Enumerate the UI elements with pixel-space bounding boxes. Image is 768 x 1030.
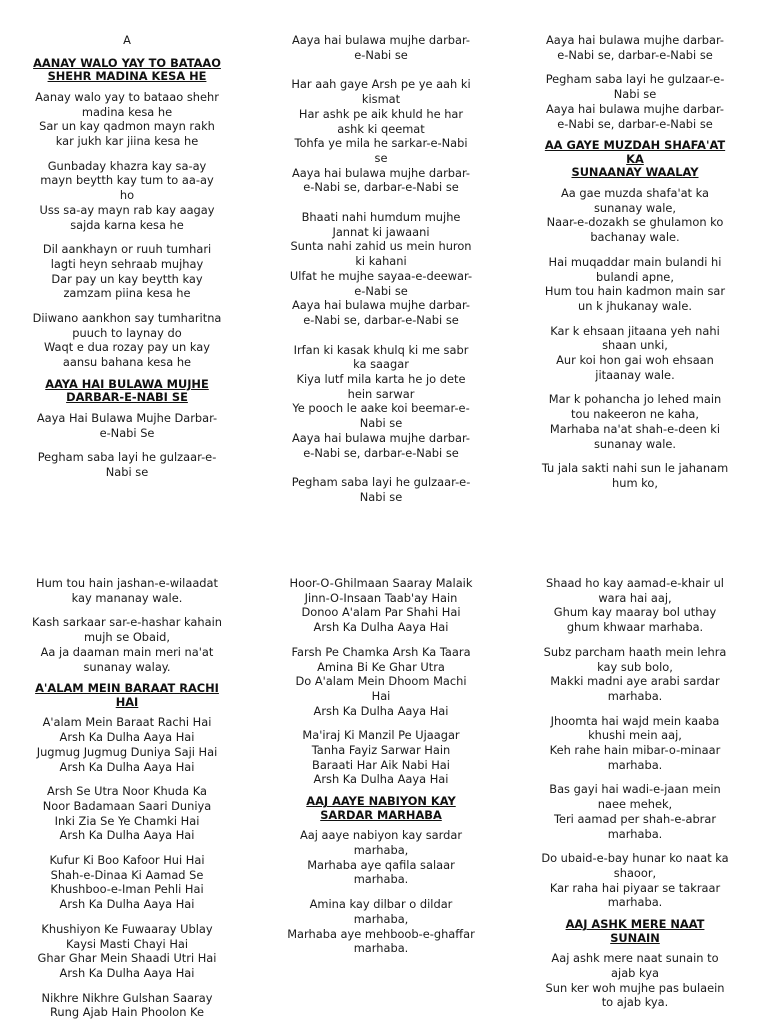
verse-line: marhaba.: [607, 757, 663, 772]
verse-line: Diiwano aankhon say tumharitna: [32, 311, 222, 326]
verse-line: Arsh Ka Dulha Aaya Hai: [59, 730, 195, 745]
poem-title-line: SHEHR MADINA KESA HE: [47, 69, 207, 84]
verse-stanza: [32, 576, 222, 605]
verse-stanza: [32, 991, 222, 1020]
verse-line: Amina kay dilbar o dildar: [309, 897, 453, 912]
verse-line: Hum tou hain kadmon main sar: [544, 284, 726, 299]
verse-line: Ghum kay maaray bol uthay: [553, 605, 717, 620]
verse-line: Khushiyon Ke Fuwaaray Ublay: [41, 921, 213, 936]
verse-stanza: [32, 90, 222, 149]
verse-line: naee mehek,: [597, 797, 673, 812]
verse-line: sunanay wale,: [593, 200, 676, 215]
verse-line: Hum tou hain jashan-e-wilaadat: [36, 576, 218, 590]
verse-line: Sar un kay qadmon mayn rakh: [39, 119, 215, 134]
verse-stanza: [32, 242, 222, 301]
verse-line: Kufur Ki Boo Kafoor Hui Hai: [49, 853, 205, 868]
verse-line: Ulfat he mujhe sayaa-e-deewar-: [289, 268, 473, 283]
verse-line: Aaya hai bulawa mujhe darbar-: [545, 33, 725, 47]
verse-line: hein sarwar: [347, 386, 415, 401]
verse-line: Mar k pohancha jo lehed main: [548, 392, 722, 407]
verse-stanza: [286, 645, 476, 719]
verse-line: Dar pay un kay beytth kay: [51, 271, 203, 286]
verse-stanza: [32, 715, 222, 774]
verse-line: e-Nabi Se: [99, 425, 155, 440]
verse-line: Kiya lutf mila karta he jo dete: [296, 372, 466, 387]
verse-line: Shah-e-Dinaa Ki Aamad Se: [50, 867, 204, 882]
verse-line: wara hai aaj,: [598, 590, 672, 605]
poem-title-line: SARDAR MARHABA: [320, 807, 442, 822]
verse-line: Noor Badamaan Saari Duniya: [42, 798, 212, 813]
poem-title: [286, 795, 476, 822]
verse-line: Aa ja daaman main meri na'at: [40, 644, 214, 659]
verse-line: Aaya Hai Bulawa Mujhe Darbar-: [36, 411, 218, 426]
verse-stanza: [32, 922, 222, 981]
verse-line: Pegham saba layi he gulzaar-e-: [545, 72, 725, 87]
verse-line: Dil aankhayn or ruuh tumhari: [42, 242, 212, 257]
verse-line: marhaba.: [353, 872, 409, 887]
verse-line: Aanay walo yay to bataao shehr: [35, 89, 219, 104]
poem-title-line: AAJ AAYE NABIYON KAY: [306, 794, 456, 809]
verse-line: kismat: [361, 92, 401, 107]
verse-line: mayn beytth kay tum to aa-ay: [40, 173, 214, 188]
verse-line: e-Nabi se: [354, 47, 408, 62]
poem-title-line: A'ALAM MEIN BARAAT RACHI: [35, 681, 219, 696]
verse-line: Nabi se: [359, 489, 403, 504]
verse-line: aansu bahana kesa he: [62, 355, 192, 370]
verse-line: Aaj aaye nabiyon kay sardar: [299, 828, 463, 843]
verse-line: Hai muqaddar main bulandi hi: [548, 254, 722, 269]
verse-stanza: [32, 411, 222, 440]
verse-line: to ajab kya.: [601, 995, 669, 1010]
verse-line: Marhaba aye qafila salaar: [307, 857, 455, 872]
verse-line: Kash sarkaar sar-e-hashar kahain: [32, 615, 222, 630]
verse-line: Aa gae muzda shafa'at ka: [560, 186, 710, 200]
verse-line: Irfan ki kasak khulq ki me sabr: [293, 342, 469, 357]
verse-line: Nikhre Nikhre Gulshan Saaray: [41, 990, 213, 1005]
verse-line: Ma'iraj Ki Manzil Pe Ujaagar: [302, 728, 460, 743]
verse-line: Jinn-O-Insaan Taab'ay Hain: [304, 590, 458, 605]
column-2-top: [286, 33, 476, 520]
poem-title: [540, 139, 730, 180]
verse-stanza: [286, 576, 476, 635]
verse-stanza: [540, 461, 730, 490]
verse-stanza: [32, 450, 222, 479]
verse-line: Amina Bi Ke Ghar Utra: [317, 659, 445, 674]
verse-line: Ye pooch le aake koi beemar-e-: [292, 401, 470, 416]
verse-line: Aaya hai bulawa mujhe darbar-: [291, 430, 471, 445]
verse-line: Pegham saba layi he gulzaar-e-: [37, 450, 217, 465]
poem-title: [540, 918, 730, 945]
verse-line: Do ubaid-e-bay hunar ko naat ka: [541, 851, 729, 866]
verse-stanza: [540, 714, 730, 773]
verse-line: Har ashk pe aik khuld he har: [298, 106, 464, 121]
poem-title-line: HAI: [115, 694, 139, 709]
verse-line: Ghar Ghar Mein Shaadi Utri Hai: [37, 951, 217, 966]
poem-title: [32, 57, 222, 84]
verse-line: Jannat ki jawaani: [332, 224, 430, 239]
verse-line: Arsh Ka Dulha Aaya Hai: [59, 897, 195, 912]
verse-line: Gunbaday khazra kay sa-ay: [47, 158, 207, 173]
verse-line: Uss sa-ay mayn rab kay aagay: [39, 202, 215, 217]
verse-line: Shaad ho kay aamad-e-khair ul: [546, 576, 724, 590]
verse-line: bulandi apne,: [596, 269, 674, 284]
verse-line: Arsh Ka Dulha Aaya Hai: [59, 965, 195, 980]
verse-stanza: [286, 77, 476, 195]
verse-line: marhaba,: [353, 911, 409, 926]
column-2-bottom: [286, 576, 476, 966]
verse-line: marhaba.: [607, 688, 663, 703]
verse-line: zamzam piina kesa he: [63, 286, 191, 301]
verse-line: Waqt e dua rozay pay un kay: [44, 340, 210, 355]
verse-stanza: [286, 897, 476, 956]
verse-stanza: [286, 475, 476, 504]
verse-line: Aur koi hon gai woh ehsaan: [556, 353, 714, 368]
verse-stanza: [32, 853, 222, 912]
poem-title-line: AAJ ASHK MERE NAAT SUNAIN: [565, 917, 705, 945]
verse-stanza: [540, 392, 730, 451]
verse-stanza: [540, 324, 730, 383]
verse-line: Aaya hai bulawa mujhe darbar-: [291, 33, 471, 47]
verse-line: mujh se Obaid,: [83, 630, 171, 645]
verse-line: Naar-e-dozakh se ghulamon ko: [546, 215, 724, 230]
verse-line: Tohfa ye mila he sarkar-e-Nabi: [294, 136, 468, 151]
verse-stanza: [286, 33, 476, 62]
column-1-top: [32, 33, 222, 490]
verse-line: Do A'alam Mein Dhoom Machi: [295, 674, 467, 689]
verse-line: madina kesa he: [81, 104, 173, 119]
verse-line: jitaanay wale.: [595, 367, 675, 382]
verse-line: Aaya hai bulawa mujhe darbar-: [545, 101, 725, 116]
verse-stanza: [32, 159, 222, 233]
verse-line: Kar k ehsaan jitaana yeh nahi: [550, 323, 720, 338]
verse-stanza: [286, 828, 476, 887]
verse-stanza: [286, 210, 476, 328]
verse-line: Aaya hai bulawa mujhe darbar-: [291, 165, 471, 180]
verse-line: e-Nabi se, darbar-e-Nabi se: [303, 312, 459, 327]
verse-line: Kaysi Masti Chayi Hai: [65, 936, 189, 951]
verse-line: e-Nabi se: [354, 283, 408, 298]
verse-line: kar jukh kar jiina kesa he: [55, 134, 199, 148]
verse-line: Arsh Ka Dulha Aaya Hai: [313, 703, 449, 718]
verse-line: ki kahani: [355, 254, 407, 269]
verse-line: marhaba.: [353, 941, 409, 956]
verse-line: Nabi se: [105, 465, 149, 480]
poem-title: [32, 378, 222, 405]
verse-stanza: [540, 851, 730, 910]
verse-line: Teri aamad per shah-e-abrar: [553, 811, 717, 826]
verse-stanza: [540, 33, 730, 62]
verse-stanza: [540, 255, 730, 314]
verse-line: Makki madni aye arabi sardar: [550, 674, 720, 689]
verse-line: bachanay wale.: [590, 230, 680, 245]
verse-line: khushi mein aaj,: [588, 728, 682, 743]
verse-line: sunanay wale.: [593, 436, 676, 451]
verse-line: Sunta nahi zahid us mein huron: [290, 239, 472, 254]
verse-line: ajab kya: [611, 965, 659, 980]
verse-line: un k jhukanay wale.: [578, 298, 692, 313]
verse-line: marhaba,: [353, 843, 409, 858]
verse-line: Tu jala sakti nahi sun le jahanam: [541, 461, 729, 476]
verse-line: lagti heyn sehraab mujhay: [50, 256, 204, 271]
verse-line: Hai: [371, 688, 391, 703]
verse-line: puuch to laynay do: [72, 325, 182, 340]
verse-line: ashk ki qeemat: [337, 121, 425, 136]
poem-title: [32, 682, 222, 709]
verse-stanza: [32, 784, 222, 843]
verse-line: ho: [119, 188, 135, 203]
verse-line: Aaj ashk mere naat sunain to: [551, 951, 719, 966]
verse-stanza: [286, 343, 476, 461]
verse-line: Kar raha hai piyaar se takraar: [549, 880, 721, 895]
verse-stanza: [540, 951, 730, 1010]
column-3-bottom: [540, 576, 730, 1020]
section-letter: A: [123, 33, 131, 47]
verse-line: Rung Ajab Hain Phoolon Ke: [50, 1005, 204, 1020]
verse-line: ka saagar: [353, 357, 409, 372]
verse-line: Sun ker woh mujhe pas bulaein: [545, 980, 725, 995]
verse-stanza: [32, 615, 222, 674]
verse-line: A'alam Mein Baraat Rachi Hai: [42, 715, 212, 730]
verse-line: shaoor,: [613, 865, 657, 880]
verse-line: Arsh Se Utra Noor Khuda Ka: [47, 784, 207, 799]
verse-line: sajda karna kesa he: [70, 217, 184, 232]
verse-line: ghum khwaar marhaba.: [566, 620, 704, 635]
verse-line: Bas gayi hai wadi-e-jaan mein: [549, 782, 721, 797]
verse-stanza: [286, 728, 476, 787]
verse-line: marhaba.: [607, 826, 663, 841]
verse-line: Khushboo-e-Iman Pehli Hai: [50, 882, 204, 897]
verse-line: Donoo A'alam Par Shahi Hai: [301, 605, 461, 620]
verse-stanza: [540, 576, 730, 635]
verse-line: se: [374, 150, 388, 165]
verse-line: Aaya hai bulawa mujhe darbar-: [291, 298, 471, 313]
poem-title-line: AAYA HAI BULAWA MUJHE: [45, 376, 209, 391]
verse-line: Hoor-O-Ghilmaan Saaray Malaik: [289, 576, 473, 590]
poem-title-line: SUNAANAY WAALAY: [571, 165, 699, 180]
verse-line: Jugmug Jugmug Duniya Saji Hai: [36, 744, 218, 759]
verse-line: e-Nabi se, darbar-e-Nabi se: [557, 116, 713, 131]
verse-line: tou nakeeron ne kaha,: [571, 407, 699, 422]
verse-line: marhaba.: [607, 895, 663, 910]
verse-line: Nabi se: [613, 87, 657, 102]
verse-line: Bhaati nahi humdum mujhe: [301, 210, 461, 225]
verse-line: Inki Zia Se Ye Chamki Hai: [54, 813, 200, 828]
verse-line: Baraati Har Aik Nabi Hai: [312, 757, 450, 772]
verse-line: shaan unki,: [602, 338, 668, 353]
verse-line: Jhoomta hai wajd mein kaaba: [550, 713, 720, 728]
verse-line: Nabi se: [359, 416, 403, 431]
poem-title-line: DARBAR-E-NABI SE: [66, 390, 188, 405]
verse-line: Arsh Ka Dulha Aaya Hai: [59, 759, 195, 774]
verse-line: e-Nabi se, darbar-e-Nabi se: [557, 47, 713, 62]
verse-stanza: [32, 311, 222, 370]
verse-line: sunanay walay.: [83, 659, 171, 674]
verse-line: e-Nabi se, darbar-e-Nabi se: [303, 445, 459, 460]
verse-line: Marhaba aye mehboob-e-ghaffar: [287, 926, 475, 941]
verse-line: e-Nabi se, darbar-e-Nabi se: [303, 180, 459, 195]
verse-line: Farsh Pe Chamka Arsh Ka Taara: [291, 644, 471, 659]
poem-title-line: AA GAYE MUZDAH SHAFA'AT KA: [544, 138, 726, 166]
column-1-bottom: [32, 576, 222, 1030]
column-3-top: [540, 33, 730, 501]
poem-title-line: AANAY WALO YAY TO BATAAO: [33, 55, 221, 70]
verse-line: Subz parcham haath mein lehra: [543, 644, 727, 659]
verse-line: kay sub bolo,: [597, 659, 673, 674]
verse-line: Arsh Ka Dulha Aaya Hai: [313, 772, 449, 787]
verse-line: Pegham saba layi he gulzaar-e-: [291, 475, 471, 490]
verse-line: Har aah gaye Arsh pe ye aah ki: [291, 77, 471, 92]
verse-line: Marhaba na'at shah-e-deen ki: [549, 421, 721, 436]
verse-line: hum ko,: [612, 475, 658, 490]
verse-stanza: [540, 782, 730, 841]
verse-stanza: [540, 186, 730, 245]
verse-line: Arsh Ka Dulha Aaya Hai: [313, 620, 449, 635]
verse-line: Keh rahe hain mibar-o-minaar: [549, 743, 721, 758]
verse-line: kay mananay wale.: [71, 590, 183, 605]
verse-stanza: [540, 72, 730, 131]
verse-stanza: [540, 645, 730, 704]
verse-line: Tanha Fayiz Sarwar Hain: [311, 743, 451, 758]
verse-line: Arsh Ka Dulha Aaya Hai: [59, 828, 195, 843]
